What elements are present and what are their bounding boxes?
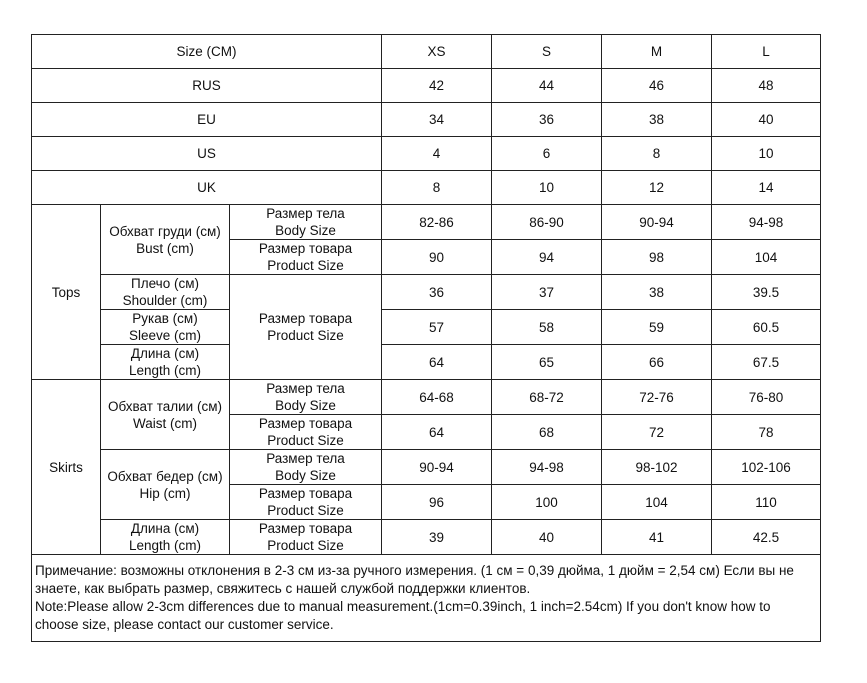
value-cell: 98-102 [602,450,712,485]
value-cell: 102-106 [712,450,821,485]
value-cell: 78 [712,415,821,450]
value-cell: 12 [602,171,712,205]
product-size-label [230,415,382,450]
value-cell: 40 [712,103,821,137]
label-ru: Длина (см) [130,521,200,536]
us-row [32,137,821,171]
skirts-section-label: Skirts [32,380,101,555]
value-cell: 10 [712,137,821,171]
label-ru: Размер товара [258,486,353,501]
value-cell: 42 [382,69,492,103]
value-cell: 64 [382,415,492,450]
value-cell: 86-90 [492,205,602,240]
value-cell: 38 [602,275,712,310]
value-cell: 94 [492,240,602,275]
note-row [32,555,821,642]
note-en: Note:Please allow 2-3cm differences due to manual measurement.(1cm=0.39inch, 1 inch=2.54cm) If you don't know how to choose size, please contact our customer service. [35,599,771,632]
label-en: Body Size [275,223,336,238]
eu-row [32,103,821,137]
label-ru: Обхват груди (см) [109,223,221,239]
value-cell: 48 [712,69,821,103]
label-ru: Размер товара [258,416,353,431]
row-label: UK [32,171,382,205]
value-cell: 104 [602,485,712,520]
value-cell: 57 [382,310,492,345]
skirts-length-row [32,520,821,555]
label-ru: Размер товара [258,241,353,256]
value-cell: 42.5 [712,520,821,555]
body-size-label [230,380,382,415]
value-cell: 58 [492,310,602,345]
label-en: Product Size [267,503,344,518]
value-cell: 104 [712,240,821,275]
product-size-label [230,520,382,555]
value-cell: 36 [492,103,602,137]
uk-row [32,171,821,205]
body-size-label [230,450,382,485]
skirts-hip-body-row [32,450,821,485]
label-en: Waist (cm) [133,415,197,431]
label-ru: Обхват талии (см) [108,398,222,414]
label-en: Hip (cm) [139,485,191,501]
row-label: US [32,137,382,171]
label-en: Product Size [267,328,344,343]
value-cell: 67.5 [712,345,821,380]
value-cell: 68 [492,415,602,450]
rus-row [32,69,821,103]
tops-shoulder-row [32,275,821,310]
value-cell: 66 [602,345,712,380]
value-cell: 38 [602,103,712,137]
value-cell: 110 [712,485,821,520]
value-cell: 100 [492,485,602,520]
value-cell: 90 [382,240,492,275]
product-size-label [230,275,382,380]
value-cell: 36 [382,275,492,310]
product-size-label [230,485,382,520]
value-cell: 65 [492,345,602,380]
value-cell: 72-76 [602,380,712,415]
tops-sleeve-row [32,310,821,345]
label-en: Product Size [267,258,344,273]
label-en: Product Size [267,538,344,553]
label-ru: Плечо (см) [131,276,199,291]
value-cell: 39.5 [712,275,821,310]
size-chart-table [31,34,821,642]
value-cell: 8 [602,137,712,171]
waist-label [101,380,230,450]
label-en: Length (cm) [128,538,202,553]
note-ru: Примечание: возможны отклонения в 2-3 см из-за ручного измерения. (1 см = 0,39 дюйма, 1 дюйм = 2,54 см) Если вы не знаете, как выбрать размер, свяжитесь с нашей службой поддержки клиентов. [35,563,794,596]
label-en: Product Size [267,433,344,448]
header-row [32,35,821,69]
value-cell: 90-94 [382,450,492,485]
shoulder-label [101,275,230,310]
value-cell: 46 [602,69,712,103]
length-label [101,345,230,380]
label-ru: Рукав (см) [132,311,198,326]
tops-section-label: Tops [32,205,101,380]
bust-label [101,205,230,275]
label-en: Bust (cm) [136,240,194,256]
value-cell: 64 [382,345,492,380]
body-size-label [230,205,382,240]
value-cell: 40 [492,520,602,555]
tops-length-row [32,345,821,380]
tops-bust-body-row [32,205,821,240]
size-label-cell: Size (CM) [32,35,382,69]
label-ru: Размер тела [266,381,345,396]
value-cell: 59 [602,310,712,345]
value-cell: 37 [492,275,602,310]
label-ru: Длина (см) [130,346,200,361]
value-cell: 14 [712,171,821,205]
label-en: Body Size [275,468,336,483]
label-en: Sleeve (cm) [128,328,201,343]
value-cell: 41 [602,520,712,555]
row-label: RUS [32,69,382,103]
label-en: Body Size [275,398,336,413]
value-cell: 72 [602,415,712,450]
label-en: Length (cm) [128,363,202,378]
value-cell: 64-68 [382,380,492,415]
value-cell: 94-98 [492,450,602,485]
hip-label [101,450,230,520]
size-s-header: S [492,35,602,69]
value-cell: 76-80 [712,380,821,415]
label-ru: Размер тела [266,451,345,466]
sleeve-label [101,310,230,345]
row-label: EU [32,103,382,137]
label-ru: Размер товара [258,521,353,536]
value-cell: 82-86 [382,205,492,240]
length-label [101,520,230,555]
value-cell: 34 [382,103,492,137]
size-xs-header: XS [382,35,492,69]
value-cell: 6 [492,137,602,171]
product-size-label [230,240,382,275]
label-ru: Размер товара [258,311,353,326]
value-cell: 10 [492,171,602,205]
value-cell: 44 [492,69,602,103]
value-cell: 39 [382,520,492,555]
size-m-header: M [602,35,712,69]
note-cell [32,555,821,642]
label-ru: Обхват бедер (см) [107,468,223,484]
label-ru: Размер тела [266,206,345,221]
value-cell: 68-72 [492,380,602,415]
value-cell: 96 [382,485,492,520]
value-cell: 98 [602,240,712,275]
size-l-header: L [712,35,821,69]
value-cell: 94-98 [712,205,821,240]
value-cell: 90-94 [602,205,712,240]
value-cell: 8 [382,171,492,205]
label-en: Shoulder (cm) [122,293,208,308]
value-cell: 4 [382,137,492,171]
value-cell: 60.5 [712,310,821,345]
skirts-waist-body-row [32,380,821,415]
